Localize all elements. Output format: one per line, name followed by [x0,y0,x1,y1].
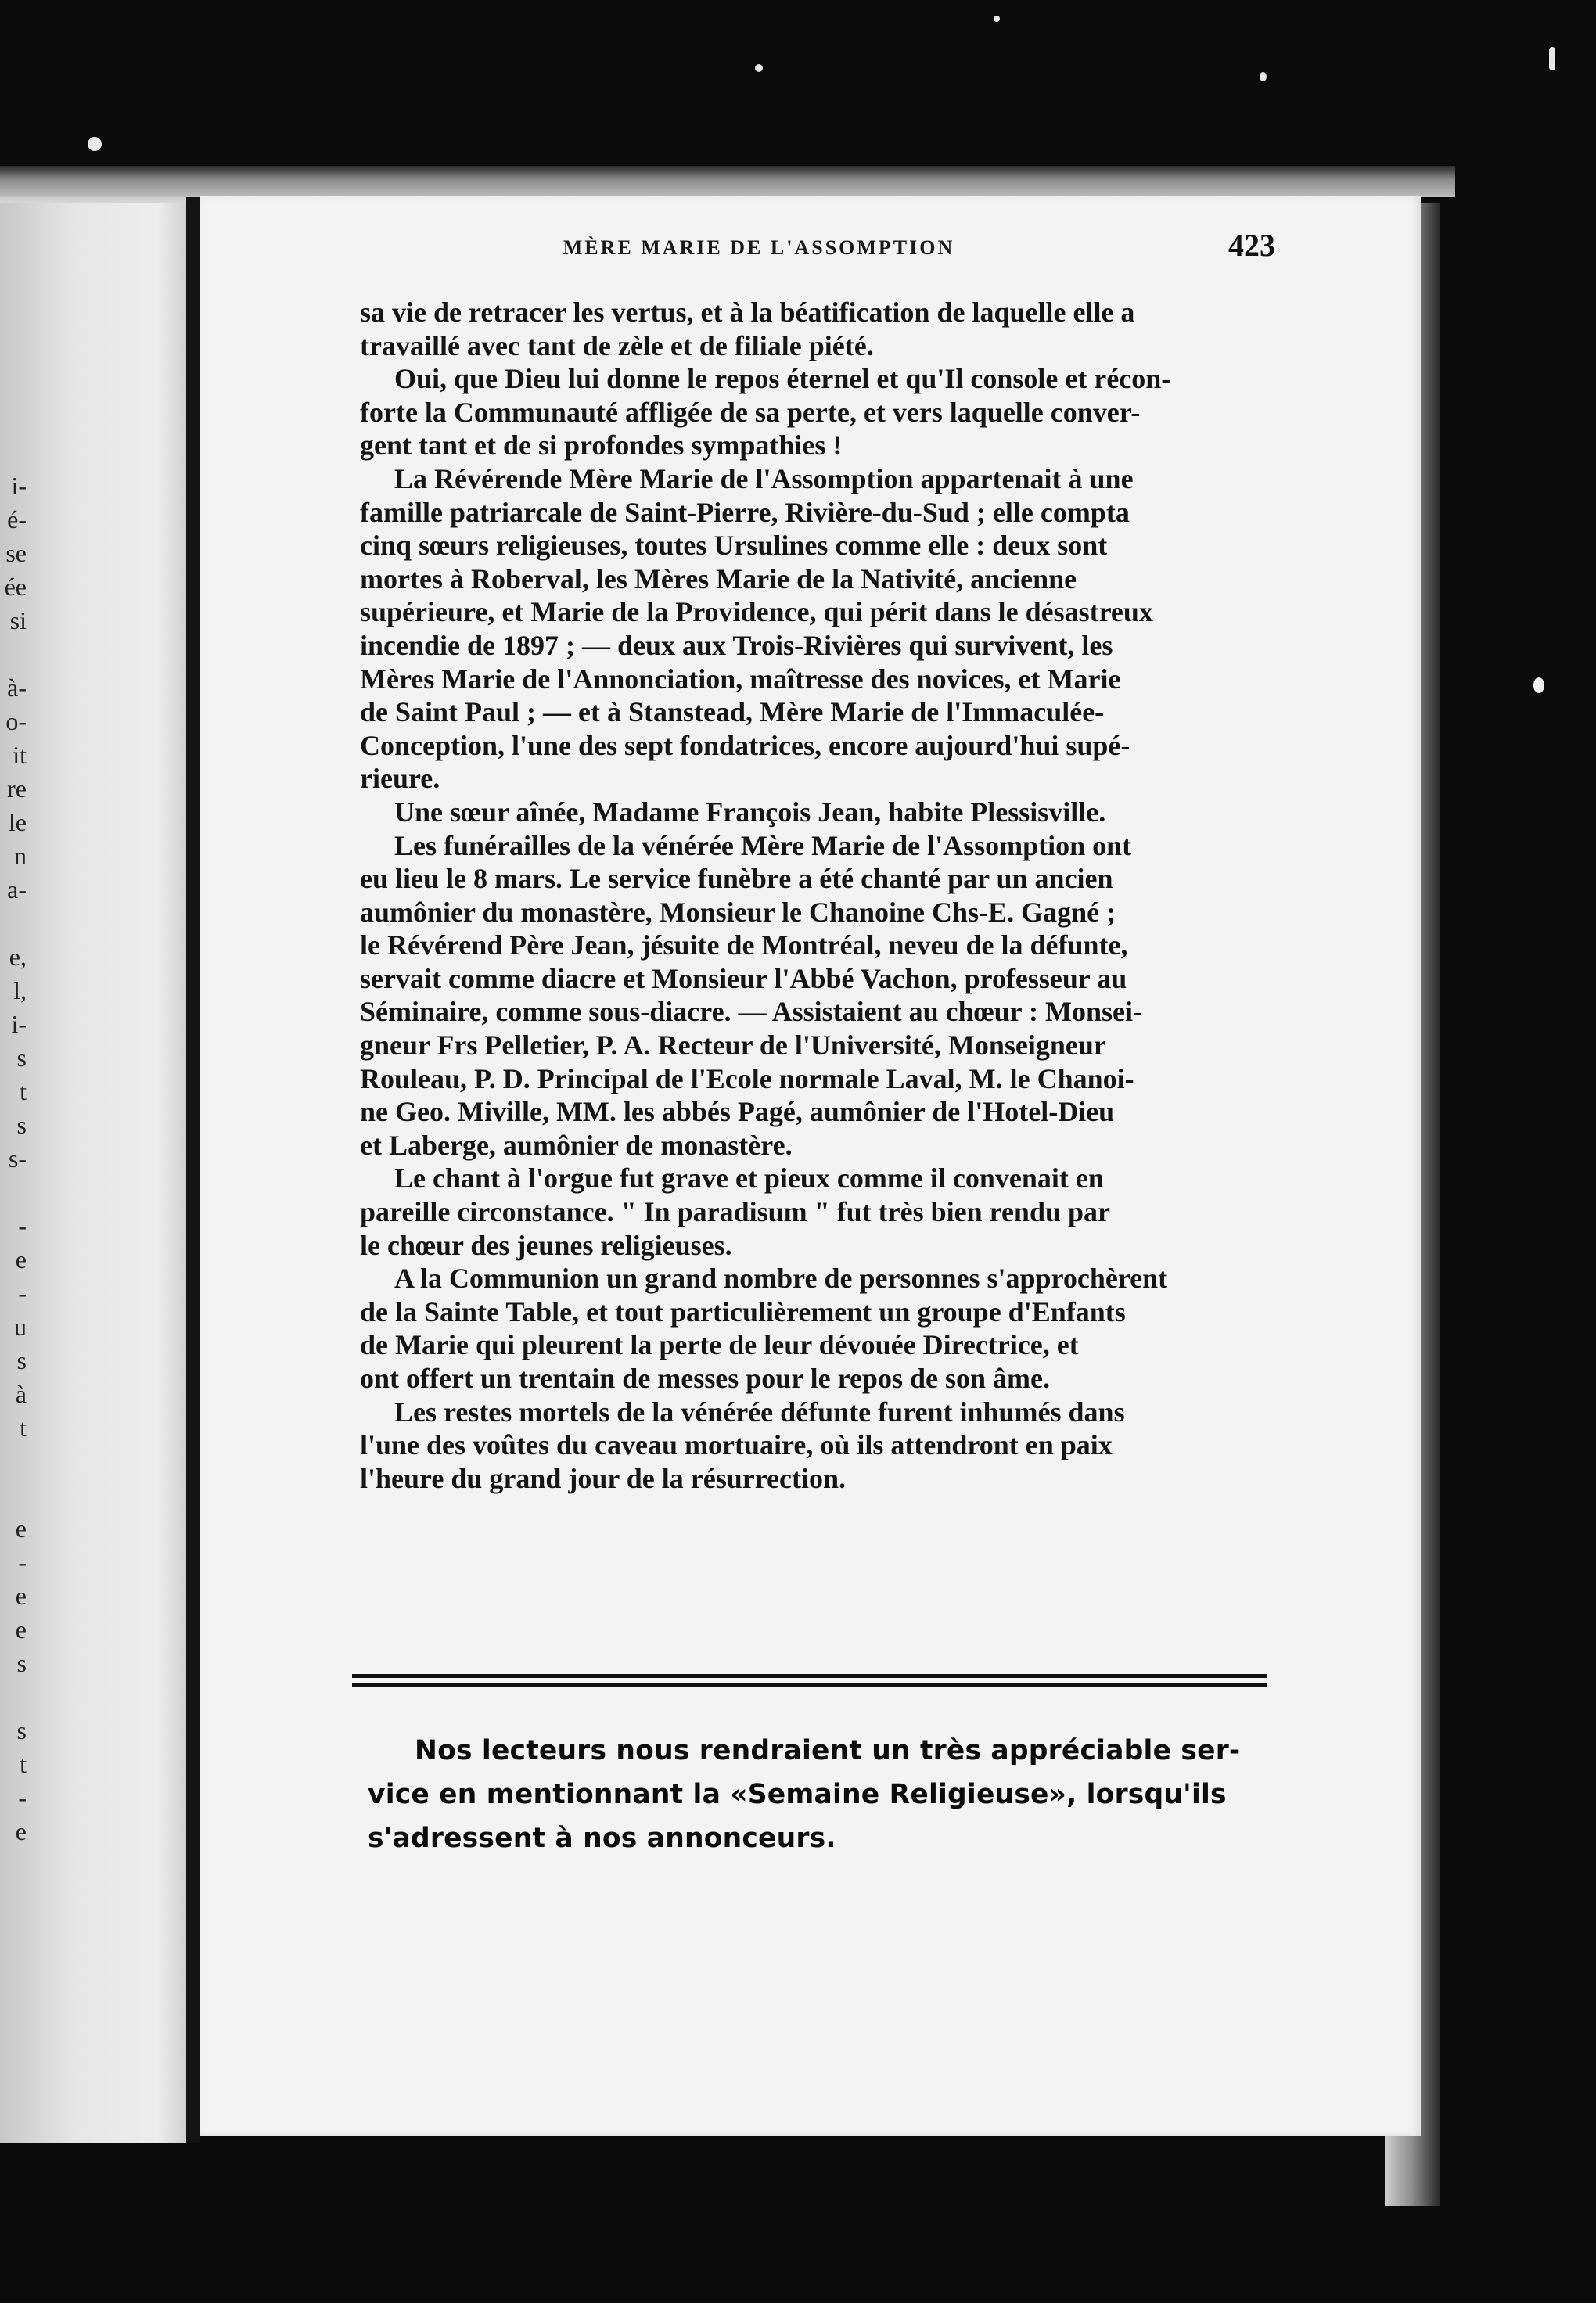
text-line: A la Communion un grand nombre de personnes s'approchèrent [394,1263,1168,1295]
left-edge-fragment: à- [7,674,27,702]
left-edge-fragment: ée [4,573,27,601]
left-edge-fragment: - [18,1548,27,1576]
left-edge-fragment: t [20,1750,27,1778]
left-edge-fragment: e [15,1245,27,1274]
film-speck [1533,677,1544,693]
text-line: le chœur des jeunes religieuses. [360,1229,732,1261]
left-edge-fragment [0,907,27,940]
left-edge-fragment: i- [11,1010,27,1038]
text-line: eu lieu le 8 mars. Le service funèbre a été chanté par un ancien [360,863,1113,895]
text-line: Mères Marie de l'Annonciation, maîtresse des novices, et Marie [360,663,1121,695]
text-line: l'une des voûtes du caveau mortuaire, où ils attendront en paix [360,1429,1113,1461]
left-page-cut-text [0,469,27,1849]
left-edge-fragment: a- [7,875,27,904]
left-edge-fragment: - [18,1279,27,1307]
left-edge-fragment: s- [8,1144,27,1173]
paragraph [360,796,1267,829]
film-speck [755,64,763,72]
text-line: Conception, l'une des sept fondatrices, encore aujourd'hui supé- [360,729,1130,761]
left-edge-fragment: e [15,1817,27,1845]
text-line: gneur Frs Pelletier, P. A. Recteur de l'Université, Monseigneur [360,1029,1106,1062]
paragraph [360,462,1267,796]
left-edge-fragment [0,1680,27,1714]
text-line: forte la Communauté affligée de sa perte, et vers laquelle conver- [360,396,1141,428]
paragraph [360,1162,1267,1262]
text-line: aumônier du monastère, Monsieur le Chanoine Chs-E. Gagné ; [360,896,1116,928]
text-line: ont offert un trentain de messes pour le repos de son âme. [360,1363,1050,1394]
left-page [0,172,186,2143]
text-line: gent tant et de si profondes sympathies ! [360,429,843,462]
text-line: Les restes mortels de la vénérée défunte furent inhumés dans [394,1396,1125,1428]
left-edge-fragment: t [20,1077,27,1105]
paragraph [360,362,1267,462]
left-edge-fragment: i- [11,472,27,500]
left-edge-fragment: t [20,1414,27,1442]
text-line: incendie de 1897 ; — deux aux Trois-Rivières qui survivent, les [360,629,1113,661]
film-speck [994,16,1000,22]
text-line: de Saint Paul ; — et à Stanstead, Mère Marie de l'Immaculée- [360,696,1105,728]
left-edge-fragment: s [16,1346,27,1374]
double-rule-top [352,1674,1267,1678]
paragraph [360,296,1267,362]
text-line: Le chant à l'orgue fut grave et pieux comme il convenait en [394,1162,1104,1195]
text-line: cinq sœurs religieuses, toutes Ursulines comme elle : deux sont [360,530,1108,562]
text-line: l'heure du grand jour de la résurrection. [360,1462,846,1494]
text-line: Oui, que Dieu lui donne le repos éternel et qu'Il console et récon- [394,363,1171,395]
left-edge-fragment: s [16,1044,27,1072]
paragraph [360,829,1267,1162]
left-edge-fragment: o- [5,707,27,735]
text-line: mortes à Roberval, les Mères Marie de la Nativité, ancienne [360,562,1077,595]
text-line: famille patriarcale de Saint-Pierre, Rivière-du-Sud ; elle compta [360,496,1130,528]
advertisers-notice [368,1729,1267,1860]
left-edge-fragment: e [15,1582,27,1610]
film-speck [88,137,102,151]
left-edge-fragment: e [15,1514,27,1543]
left-edge-fragment: e [15,1615,27,1644]
text-line: Les funérailles de la vénérée Mère Marie de l'Assomption ont [394,829,1132,861]
notice-line-3: s'adressent à nos annonceurs. [368,1823,836,1854]
text-line: et Laberge, aumônier de monastère. [360,1129,793,1161]
article-body [360,296,1267,1495]
left-edge-fragment [0,638,27,671]
running-title: MÈRE MARIE DE L'ASSOMPTION [563,236,955,259]
text-line: servait comme diacre et Monsieur l'Abbé Vachon, professeur au [360,962,1127,994]
film-speck [1549,47,1555,70]
left-edge-fragment: - [18,1784,27,1812]
text-line: de Marie qui pleurent la perte de leur dévouée Directrice, et [360,1329,1079,1361]
left-edge-fragment: n [14,842,27,870]
left-edge-fragment: se [5,539,27,567]
left-edge-fragment: s [16,1111,27,1139]
left-edge-fragment: é- [7,505,27,534]
film-speck [1260,72,1267,81]
notice-line-2: vice en mentionnant la «Semaine Religieuse», lorsqu'ils [368,1779,1227,1810]
left-edge-fragment: à [15,1380,27,1408]
text-line: ne Geo. Miville, MM. les abbés Pagé, aumônier de l'Hotel-Dieu [360,1096,1115,1128]
left-edge-fragment: re [7,774,27,803]
text-line: supérieure, et Marie de la Providence, qui périt dans le désastreux [360,596,1153,628]
text-line: Une sœur aînée, Madame François Jean, habite Plessisville. [394,796,1106,828]
double-rule-bottom [352,1683,1267,1687]
left-edge-fragment: s [16,1649,27,1677]
left-edge-fragment: si [9,606,27,634]
left-edge-fragment: le [8,808,27,836]
text-line: Séminaire, comme sous-diacre. — Assistaient au chœur : Monsei- [360,996,1142,1028]
text-line: rieure. [360,763,440,795]
text-line: pareille circonstance. " In paradisum " fut très bien rendu par [360,1196,1110,1228]
notice-line-1: Nos lecteurs nous rendraient un très appréciable ser- [415,1735,1241,1766]
page-number: 423 [1228,228,1275,263]
book-top-edge [0,166,1455,197]
left-edge-fragment: e, [9,943,27,971]
left-edge-fragment: it [13,741,27,769]
page-gutter [186,188,200,2143]
text-line: sa vie de retracer les vertus, et à la béatification de laquelle elle a [360,296,1135,328]
text-line: de la Sainte Table, et tout particulièrement un groupe d'Enfants [360,1295,1126,1328]
text-line: travaillé avec tant de zèle et de filiale piété. [360,329,874,361]
left-edge-fragment [0,1478,27,1512]
page-header [407,227,1275,274]
text-line: La Révérende Mère Marie de l'Assomption appartenait à une [394,462,1134,494]
left-edge-fragment: u [14,1313,27,1341]
paragraph [360,1396,1267,1496]
left-edge-fragment: s [16,1716,27,1744]
left-edge-fragment: - [18,1212,27,1240]
paragraph [360,1262,1267,1395]
text-line: le Révérend Père Jean, jésuite de Montréal, neveu de la défunte, [360,929,1128,961]
left-edge-fragment: l, [13,976,27,1004]
text-line: Rouleau, P. D. Principal de l'Ecole normale Laval, M. le Chanoi- [360,1062,1134,1094]
left-edge-fragment [0,1445,27,1478]
left-edge-fragment [0,1176,27,1209]
